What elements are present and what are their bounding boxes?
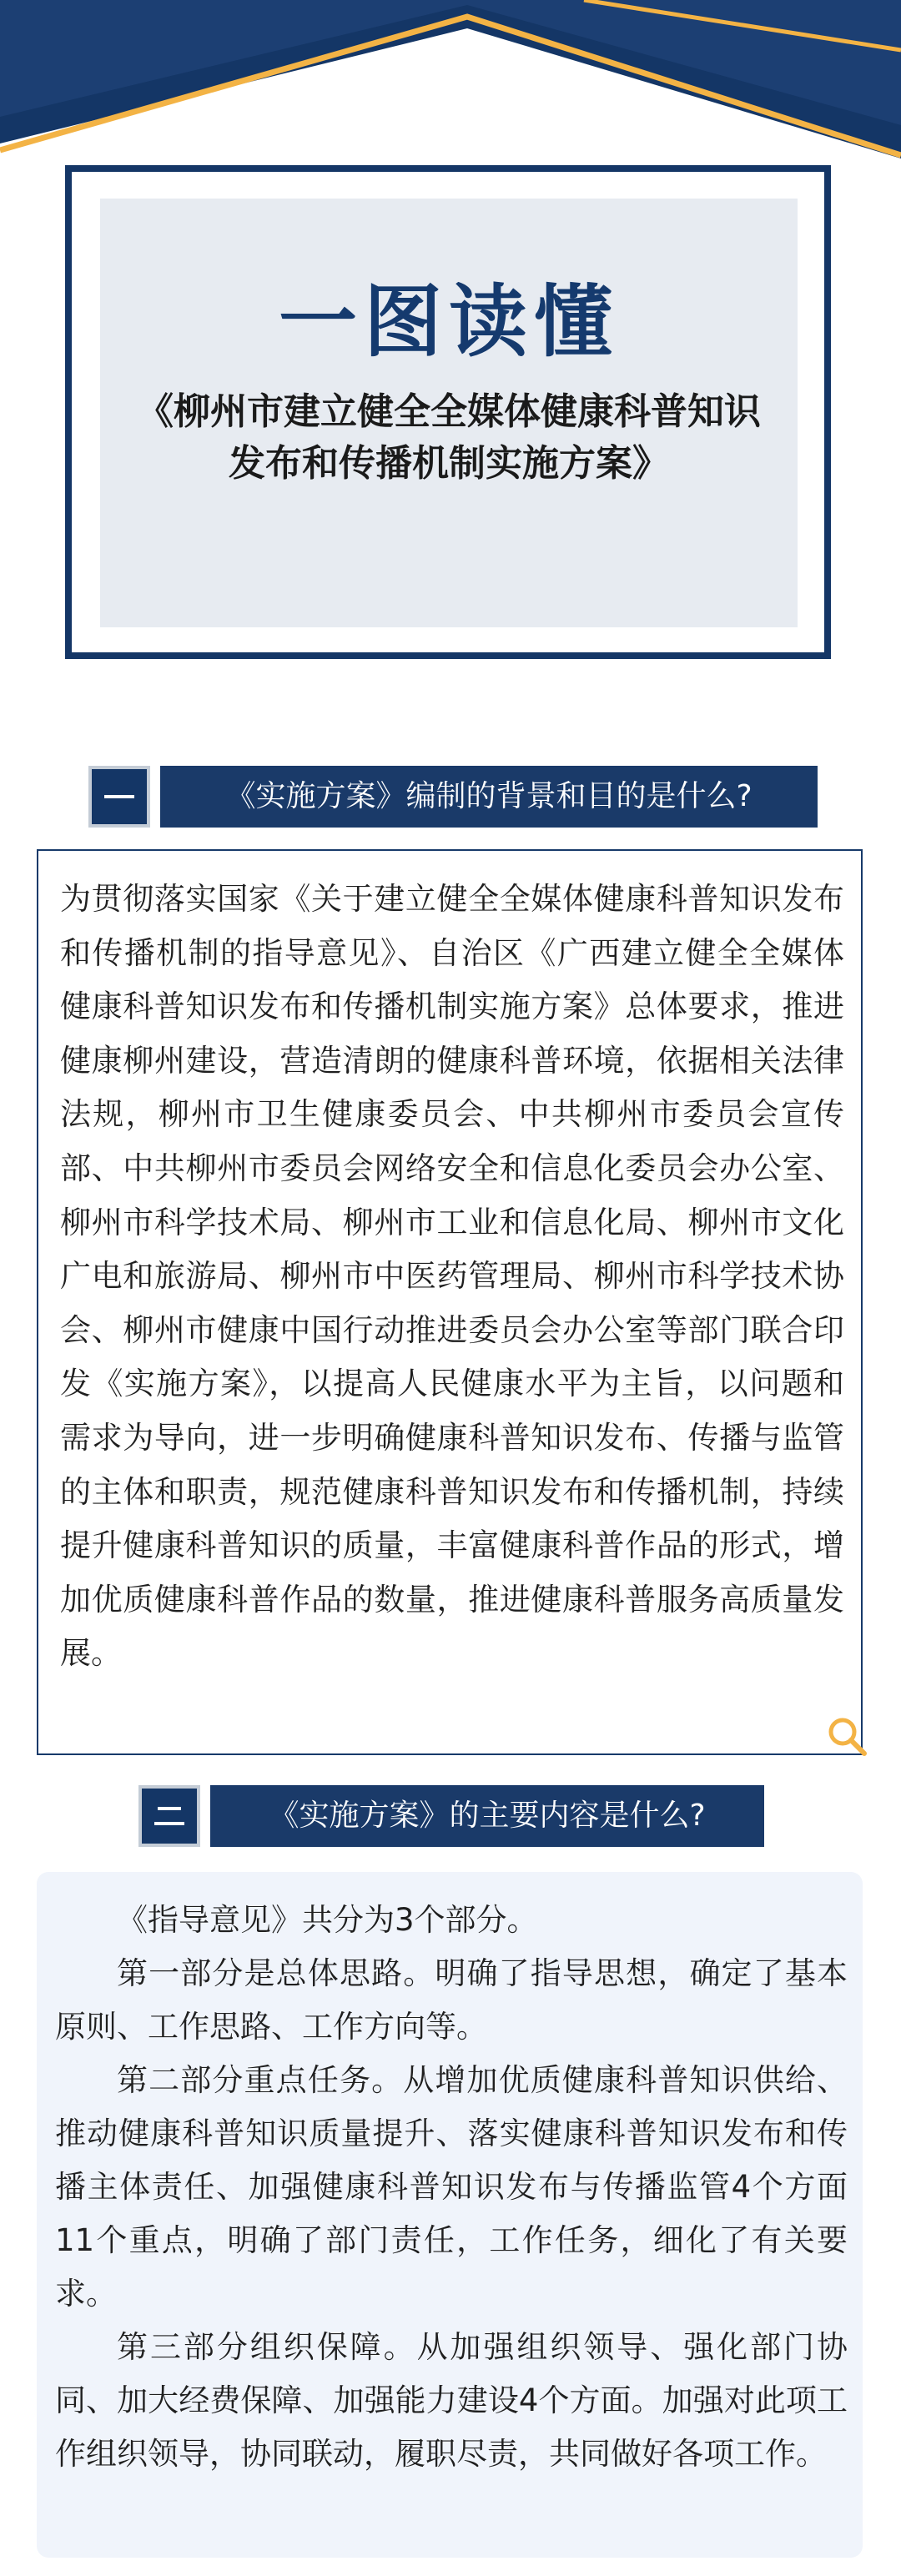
- section2-title: 《实施方案》的主要内容是什么?: [210, 1785, 764, 1847]
- section2-paragraph-4: 第三部分组织保障。从加强组织领导、强化部门协同、加大经费保障、加强能力建设4个方面。加强对此项工作组织领导，协同联动，履职尽责，共同做好各项工作。: [55, 2329, 848, 2472]
- header-decoration: [0, 0, 901, 167]
- dash-one-icon: [104, 795, 134, 798]
- section1-body-text: 为贯彻落实国家《关于建立健全全媒体健康科普知识发布和传播机制的指导意见》、自治区《广西建立健全全媒体健康科普知识发布和传播机制实施方案》总体要求，推进健康柳州建设，营造清朗的健康科普环境，依据相关法律法规，柳州市卫生健康委员会、中共柳州市委员会宣传部、中共柳州市委员会网络安全和信息化委员会办公室、柳州市科学技术局、柳州市工业和信息化局、柳州市文化广电和旅游局、柳州市中医药管理局、柳州市科学技术协会、柳州市健康中国行动推进委员会办公室等部门联合印发《实施方案》，以提高人民健康水平为主旨，以问题和需求为导向，进一步明确健康科普知识发布、传播与监管的主体和职责，规范健康科普知识发布和传播机制，持续提升健康科普知识的质量，丰富健康科普作品的形式，增加优质健康科普作品的数量，推进健康科普服务高质量发展。: [60, 881, 844, 1672]
- section1-title: 《实施方案》编制的背景和目的是什么?: [160, 766, 818, 828]
- section2-paragraph-2: 第一部分是总体思路。明确了指导思想，确定了基本原则、工作思路、工作方向等。: [55, 1955, 848, 2045]
- page-title: 一图读懂: [278, 277, 619, 368]
- magnifier-icon: [824, 1713, 871, 1760]
- section1-number-badge: [88, 766, 150, 828]
- dash-two-icon: [154, 1807, 184, 1825]
- page-subtitle-line2: 发布和传播机制实施方案》: [229, 442, 669, 485]
- section2-paragraph-1: 《指导意见》共分为3个部分。: [117, 1902, 538, 1938]
- section2-number-badge: [138, 1785, 200, 1847]
- page-subtitle-line1: 《柳州市建立健全全媒体健康科普知识: [137, 390, 761, 433]
- section2-paragraph-3: 第二部分重点任务。从增加优质健康科普知识供给、推动健康科普知识质量提升、落实健康科普知识发布和传播主体责任、加强健康科普知识发布与传播监管4个方面11个重点，明确了部门责任，工作任务，细化了有关要求。: [55, 2062, 848, 2312]
